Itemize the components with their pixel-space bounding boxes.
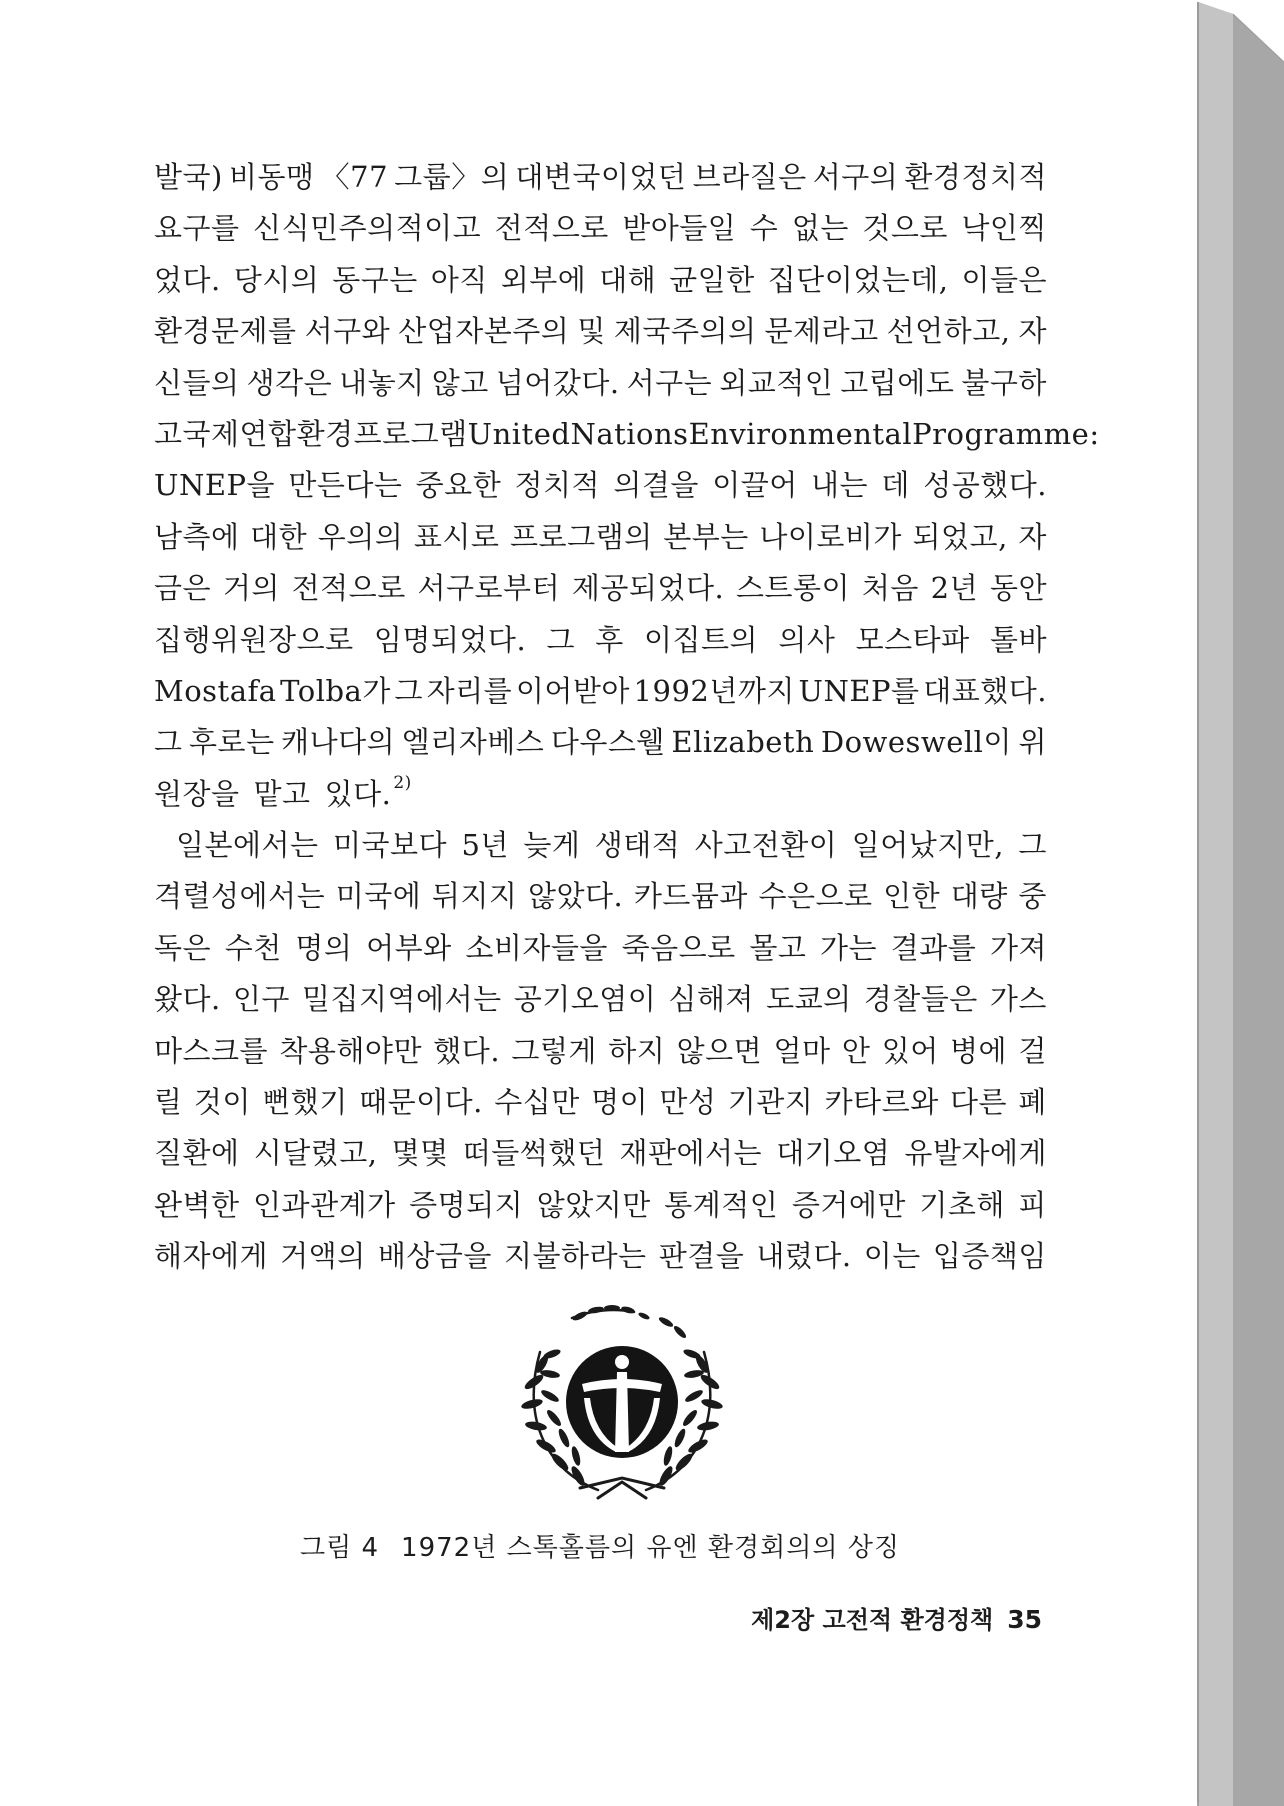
word: 사고전환이 xyxy=(694,828,838,863)
word: 균일한 xyxy=(669,262,755,297)
word: 다른 xyxy=(950,1085,1008,1120)
text-line xyxy=(154,358,1047,409)
word: 고 xyxy=(154,416,183,451)
word: 환경문제를 xyxy=(154,314,297,349)
word: 통계적인 xyxy=(664,1187,779,1222)
word: Nations xyxy=(570,416,689,451)
word: 시달렸고, xyxy=(253,1136,378,1171)
text-line xyxy=(154,1231,1047,1282)
word: 늦게 xyxy=(523,828,581,863)
word: 동구는 xyxy=(332,262,418,297)
word: 이끌어 xyxy=(712,468,798,503)
word: 일본에서는 xyxy=(176,828,319,863)
word: 폐 xyxy=(1018,1085,1047,1120)
body-text xyxy=(154,152,1100,1283)
word: 카드뮴과 xyxy=(633,879,748,914)
word: 만성 xyxy=(659,1085,717,1120)
word: 대표했다. xyxy=(923,673,1047,708)
word: 소비자들을 xyxy=(465,930,608,965)
word: 몇몇 xyxy=(391,1136,449,1171)
text-line xyxy=(154,769,1047,820)
word: 그렇게 xyxy=(511,1033,597,1068)
word: 밀집지역에서는 xyxy=(302,982,502,1017)
word: 미국보다 xyxy=(332,828,448,863)
word: 격렬성에서는 xyxy=(154,879,326,914)
word: 의사 xyxy=(778,622,836,657)
word: 판결을 xyxy=(658,1239,745,1274)
word: 완벽한 xyxy=(154,1187,240,1222)
word: 및 xyxy=(577,314,606,349)
word: 그 xyxy=(154,725,183,760)
word: 우의의 xyxy=(317,519,404,554)
word: 비동맹 xyxy=(228,160,315,194)
word: 후로는 xyxy=(189,725,275,760)
word: 하지 xyxy=(608,1033,666,1068)
word: 집행위원장으로 xyxy=(154,622,354,657)
text-line xyxy=(154,1026,1047,1077)
word: 었다. xyxy=(154,262,221,297)
word: Elizabeth xyxy=(671,725,815,760)
word: 않고 xyxy=(431,365,489,400)
laurel-top-icon xyxy=(571,1305,687,1340)
word: 카타르와 xyxy=(824,1085,939,1120)
word: 외부에 xyxy=(500,262,587,297)
word: 기관지 xyxy=(727,1085,814,1120)
word: 데 xyxy=(881,468,910,503)
figure-caption xyxy=(2,1527,1198,1564)
word: 인한 xyxy=(883,879,941,914)
word: 뻔했기 xyxy=(262,1085,348,1120)
word: 산업자본주의 xyxy=(398,314,570,349)
word: 자 xyxy=(1018,314,1047,349)
word: 가는 xyxy=(820,930,878,965)
word: 수 xyxy=(749,211,779,246)
word: 인과관계가 xyxy=(253,1187,396,1222)
word: 떠들썩했던 xyxy=(462,1136,606,1171)
text-line xyxy=(154,615,1047,666)
word: 캐나다의 xyxy=(281,725,396,760)
text-line xyxy=(154,255,1047,306)
word: 죽음으로 xyxy=(621,930,736,965)
word: 가스 xyxy=(989,982,1047,1017)
word: 처음 xyxy=(861,571,919,606)
word: 나이로비가 xyxy=(759,519,902,554)
word: 의결을 xyxy=(613,468,699,503)
word: 이들은 xyxy=(961,262,1047,297)
figure-caption-text: 1972년 스톡홀름의 유엔 환경회의의 상징 xyxy=(401,1533,900,1563)
word: 다우스웰 xyxy=(550,725,665,760)
word: 릴 xyxy=(154,1085,183,1120)
word: UNEP를 xyxy=(798,673,920,708)
word: 자리를 xyxy=(426,673,513,708)
word: 유발자에게 xyxy=(904,1136,1047,1171)
text-line xyxy=(154,460,1047,511)
word: 대해 xyxy=(599,262,657,297)
word: 브라질은 xyxy=(692,160,807,194)
word: 자 xyxy=(1018,519,1047,554)
word: 거액의 xyxy=(280,1239,366,1274)
page-footer xyxy=(751,1600,1042,1635)
word: 증명되지 xyxy=(409,1187,524,1222)
word: 1992년까지 xyxy=(633,673,795,708)
word: 것이 xyxy=(193,1085,251,1120)
word: 거의 xyxy=(222,571,280,606)
word: 서구는 xyxy=(626,365,713,400)
word: 해자에게 xyxy=(154,1239,269,1274)
word: 〈77 xyxy=(320,160,389,194)
word: 수은으로 xyxy=(758,879,873,914)
page-number: 35 xyxy=(1007,1605,1042,1634)
word: 그 xyxy=(394,673,424,708)
word: 병에 xyxy=(950,1033,1008,1068)
word: United xyxy=(467,416,571,451)
word: 마스크를 xyxy=(154,1033,269,1068)
word: 몰고 xyxy=(749,930,807,965)
text-line xyxy=(154,820,1047,871)
figure-number: 그림 4 xyxy=(299,1533,380,1563)
word: 않았다. xyxy=(527,879,624,914)
word: 심해져 xyxy=(668,982,754,1017)
word: 아직 xyxy=(430,262,488,297)
word: 서구의 xyxy=(812,160,899,194)
word: 어부와 xyxy=(366,930,452,965)
word: Mostafa xyxy=(154,673,277,708)
text-line xyxy=(154,409,1100,460)
word: 대기오염 xyxy=(776,1136,891,1171)
word: 왔다. xyxy=(154,982,221,1017)
word: 그 xyxy=(546,622,575,657)
word: 5년 xyxy=(461,828,509,863)
word: 그룹〉의 xyxy=(394,160,510,194)
word: 외교적인 xyxy=(719,365,834,400)
text-line xyxy=(154,306,1047,357)
word: 않았지만 xyxy=(536,1187,651,1222)
word: 공기오염이 xyxy=(513,982,657,1017)
word: 제국주의의 xyxy=(613,314,757,349)
word: 가져 xyxy=(989,930,1047,965)
word: UNEP을 xyxy=(154,468,276,503)
word: 원장을 xyxy=(154,776,240,811)
word: 후 xyxy=(595,622,624,657)
word: 입증책임 xyxy=(932,1239,1047,1274)
text-line xyxy=(154,1077,1047,1128)
word: 위 xyxy=(1018,725,1047,760)
word: 재판에서는 xyxy=(619,1136,763,1171)
word: 없는 xyxy=(791,211,849,246)
word: 표시로 xyxy=(413,519,500,554)
word: 톨바 xyxy=(989,622,1047,657)
word: 국제연합환경프로그램 xyxy=(182,416,468,451)
word: 일어났지만, xyxy=(851,828,1004,863)
word: 중 xyxy=(1018,879,1047,914)
word: 만든다는 xyxy=(288,468,403,503)
word: Tolba가 xyxy=(280,673,391,708)
word: 전적으로 xyxy=(494,211,609,246)
text-line xyxy=(154,203,1047,254)
word: 당시의 xyxy=(233,262,320,297)
word: 서구와 xyxy=(304,314,391,349)
word: Programme xyxy=(912,416,1090,451)
word: Doweswell이 xyxy=(820,725,1012,760)
word: Environmental xyxy=(688,416,913,451)
word: 인구 xyxy=(232,982,290,1017)
word: 미국에 xyxy=(335,879,422,914)
text-line xyxy=(154,717,1047,768)
word: : xyxy=(1089,416,1100,451)
word: 제공되었다. xyxy=(571,571,725,606)
word: 뒤지지 xyxy=(431,879,518,914)
word: 불구하 xyxy=(961,365,1047,400)
word: 이집트의 xyxy=(644,622,759,657)
word: 중요한 xyxy=(415,468,502,503)
word: 모스타파 xyxy=(855,622,970,657)
word: 내는 xyxy=(811,468,869,503)
word: 않으면 xyxy=(676,1033,763,1068)
word: 본부는 xyxy=(663,519,749,554)
word: 내놓지 xyxy=(339,365,425,400)
word: 증거에만 xyxy=(791,1187,906,1222)
word: 얼마 xyxy=(773,1033,831,1068)
chapter-title: 제2장 고전적 환경정책 xyxy=(751,1606,994,1634)
word: 이는 xyxy=(863,1239,921,1274)
text-line xyxy=(154,871,1047,922)
word: 임명되었다. xyxy=(373,622,527,657)
text-line xyxy=(154,1128,1047,1179)
word: 질환에 xyxy=(154,1136,240,1171)
word: 남측에 xyxy=(154,519,240,554)
word: 발국) xyxy=(154,160,223,194)
word: 문제라고 xyxy=(764,314,879,349)
book-page xyxy=(2,2,1198,1802)
word: 생태적 xyxy=(594,828,681,863)
text-line xyxy=(154,512,1047,563)
word: 그 xyxy=(1018,828,1047,863)
word: 성공했다. xyxy=(923,468,1047,503)
word: 걸 xyxy=(1018,1033,1047,1068)
word: 명이 xyxy=(591,1085,649,1120)
footnote-marker[interactable]: 2) xyxy=(393,772,412,793)
word: 때문이다. xyxy=(359,1085,483,1120)
word: 내렸다. xyxy=(756,1239,852,1274)
text-line xyxy=(154,1180,1047,1231)
word: 도쿄의 xyxy=(766,982,852,1017)
word: 생각은 xyxy=(246,365,333,400)
word: 대변국이었던 xyxy=(515,160,687,194)
word: 전적으로 xyxy=(291,571,406,606)
word: 엘리자베스 xyxy=(401,725,545,760)
word: 집단이었는데, xyxy=(767,262,949,297)
word: 맡고 xyxy=(253,776,311,811)
word: 대한 xyxy=(250,519,308,554)
word: 되었고, xyxy=(912,519,1008,554)
word: 독은 xyxy=(154,930,212,965)
unep-laurel-logo xyxy=(510,1302,734,1506)
word: 환경정치적 xyxy=(904,160,1047,194)
text-line xyxy=(154,152,1047,203)
word: 배상금을 xyxy=(377,1239,492,1274)
word: 고립에도 xyxy=(840,365,955,400)
word: 피 xyxy=(1018,1187,1047,1222)
globe-figure-icon xyxy=(566,1346,678,1458)
word: 금은 xyxy=(154,571,212,606)
text-line xyxy=(154,666,1047,717)
word: 스트롱이 xyxy=(735,571,851,606)
word: 수십만 xyxy=(494,1085,580,1120)
word: 2년 xyxy=(930,571,979,606)
word: 낙인찍 xyxy=(961,211,1047,246)
word: 지불하라는 xyxy=(504,1239,647,1274)
word: 결과를 xyxy=(890,930,977,965)
word: 대량 xyxy=(950,879,1008,914)
word: 수천 xyxy=(224,930,282,965)
word: 명의 xyxy=(295,930,353,965)
word: 넘어갔다. xyxy=(495,365,620,400)
word: 했다. xyxy=(433,1033,501,1068)
word: 신식민주의적이고 xyxy=(253,211,482,246)
word: 서구로부터 xyxy=(417,571,561,606)
word: 착용해야만 xyxy=(279,1033,422,1068)
word: 선언하고, xyxy=(886,314,1011,349)
word: 신들의 xyxy=(154,365,240,400)
word: 정치적 xyxy=(514,468,601,503)
word: 있다. $^{2)}$ xyxy=(324,772,412,811)
text-line xyxy=(154,923,1047,974)
word: 경찰들은 xyxy=(863,982,978,1017)
word: 요구를 xyxy=(154,211,240,246)
word: 기초해 xyxy=(919,1187,1005,1222)
word: 이어받아 xyxy=(515,673,630,708)
word: 받아들일 xyxy=(622,211,737,246)
text-line xyxy=(154,974,1047,1025)
word: 안 xyxy=(841,1033,871,1068)
word: 있어 xyxy=(881,1033,939,1068)
word: 것으로 xyxy=(862,211,948,246)
word: 동안 xyxy=(989,571,1047,606)
text-line xyxy=(154,563,1047,614)
word: 프로그램의 xyxy=(510,519,653,554)
